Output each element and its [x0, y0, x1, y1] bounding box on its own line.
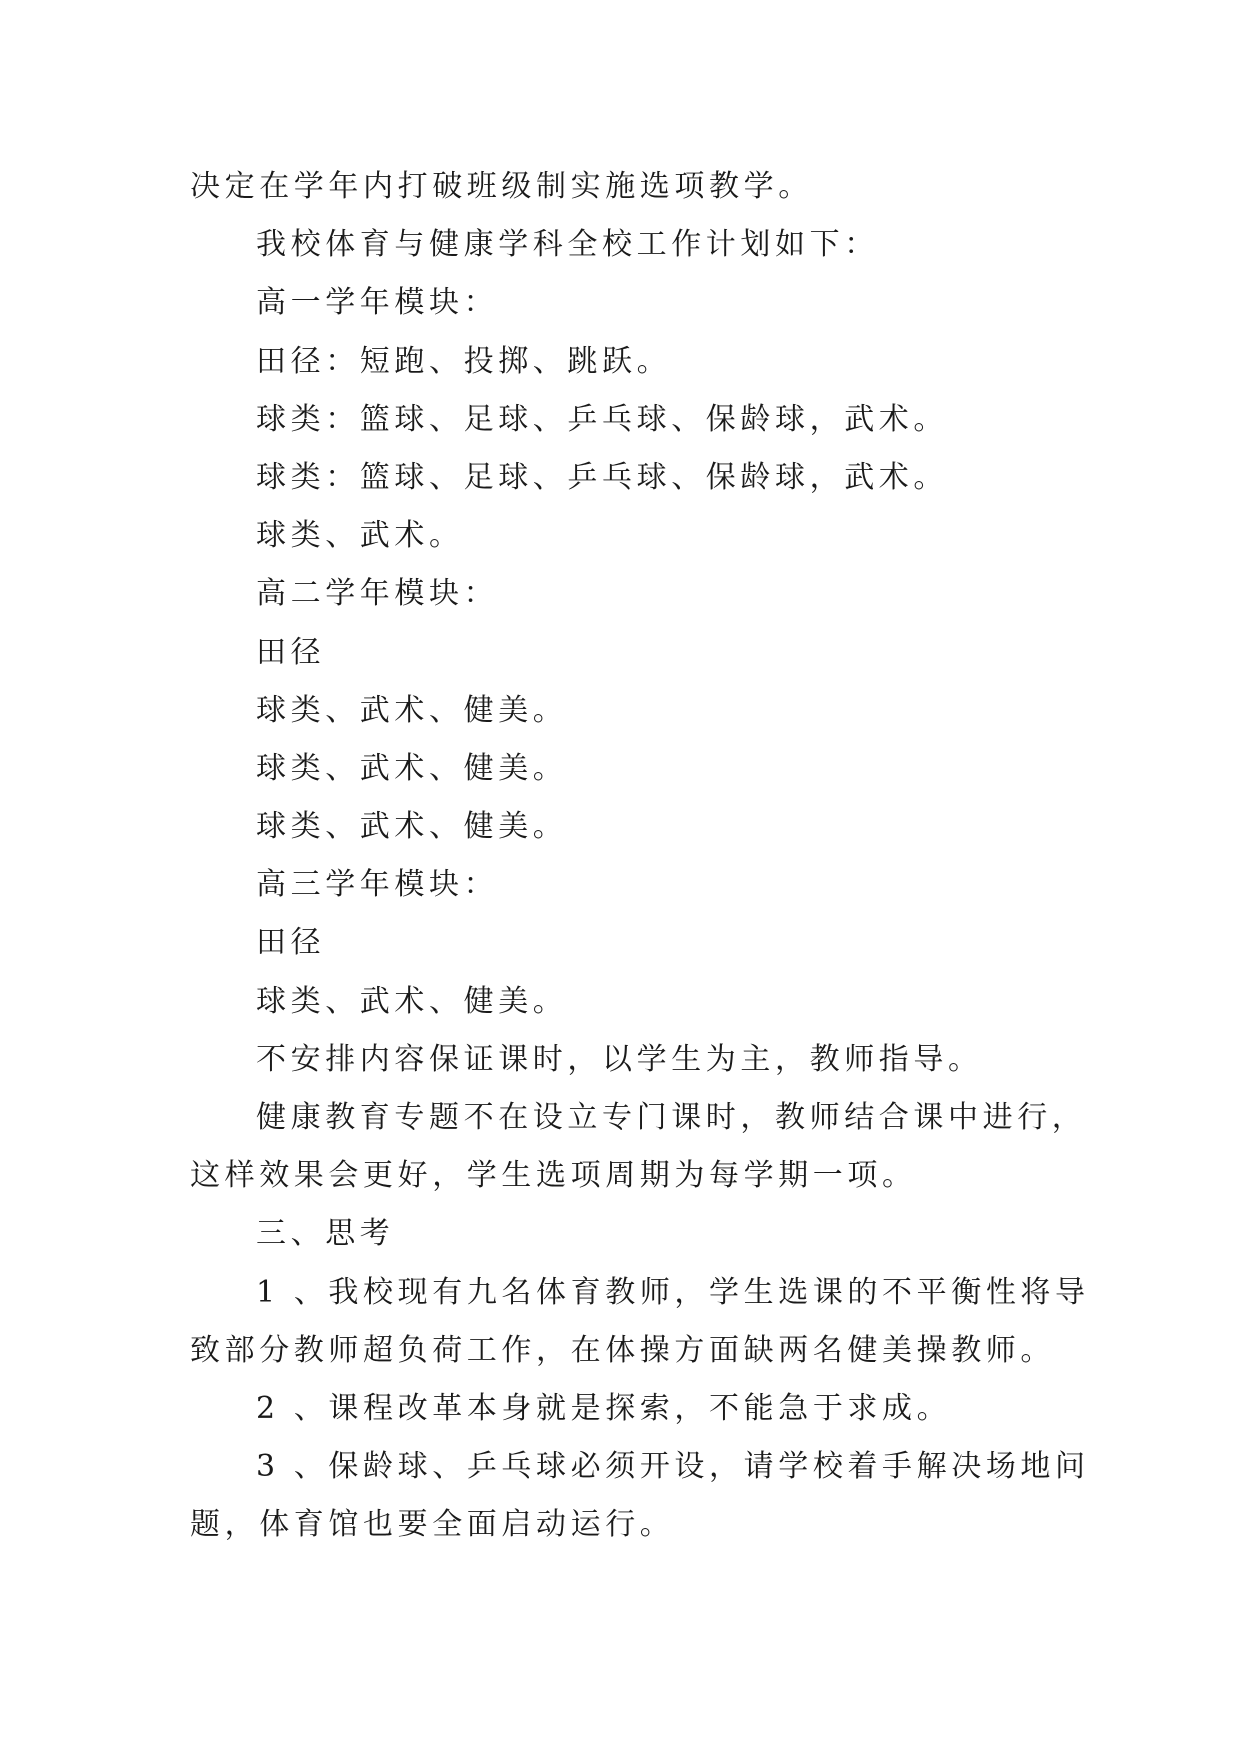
text-line: 球类：篮球、足球、乒乓球、保龄球，武术。	[256, 459, 948, 495]
text-line: 高一学年模块：	[256, 285, 499, 321]
text-line: 球类、武术、健美。	[256, 983, 568, 1019]
document-body	[190, 158, 1090, 1555]
text-line: 致部分教师超负荷工作，在体操方面缺两名健美操教师。	[190, 1332, 1055, 1368]
text-line: 三、思考	[256, 1216, 395, 1252]
text-line: 球类、武术、健美。	[256, 809, 568, 845]
text-line: 决定在学年内打破班级制实施选项教学。	[190, 169, 813, 204]
text-line: 田径	[256, 634, 326, 670]
text-line: 球类：篮球、足球、乒乓球、保龄球，武术。	[256, 401, 948, 437]
text-line: 这样效果会更好，学生选项周期为每学期一项。	[190, 1158, 917, 1194]
text-line: 球类、武术、健美。	[256, 750, 568, 786]
text-line: 2 、课程改革本身就是探索，不能急于求成。	[256, 1390, 952, 1426]
text-line: 田径：短跑、投掷、跳跃。	[256, 343, 672, 379]
text-line: 球类、武术。	[256, 518, 464, 554]
text-line: 健康教育专题不在设立专门课时，教师结合课中进行，	[256, 1100, 1087, 1135]
text-line: 高三学年模块：	[256, 867, 499, 903]
text-line: 不安排内容保证课时，以学生为主，教师指导。	[256, 1041, 983, 1077]
text-line: 球类、武术、健美。	[256, 692, 568, 728]
text-line: 田径	[256, 925, 326, 961]
text-line: 题，体育馆也要全面启动运行。	[190, 1507, 675, 1543]
text-line: 3 、保龄球、乒乓球必须开设，请学校着手解决场地问	[256, 1449, 1090, 1485]
text-line: 高二学年模块：	[256, 576, 499, 612]
text-line: 我校体育与健康学科全校工作计划如下：	[256, 227, 879, 263]
text-line: 1 、我校现有九名体育教师，学生选课的不平衡性将导	[256, 1274, 1090, 1310]
